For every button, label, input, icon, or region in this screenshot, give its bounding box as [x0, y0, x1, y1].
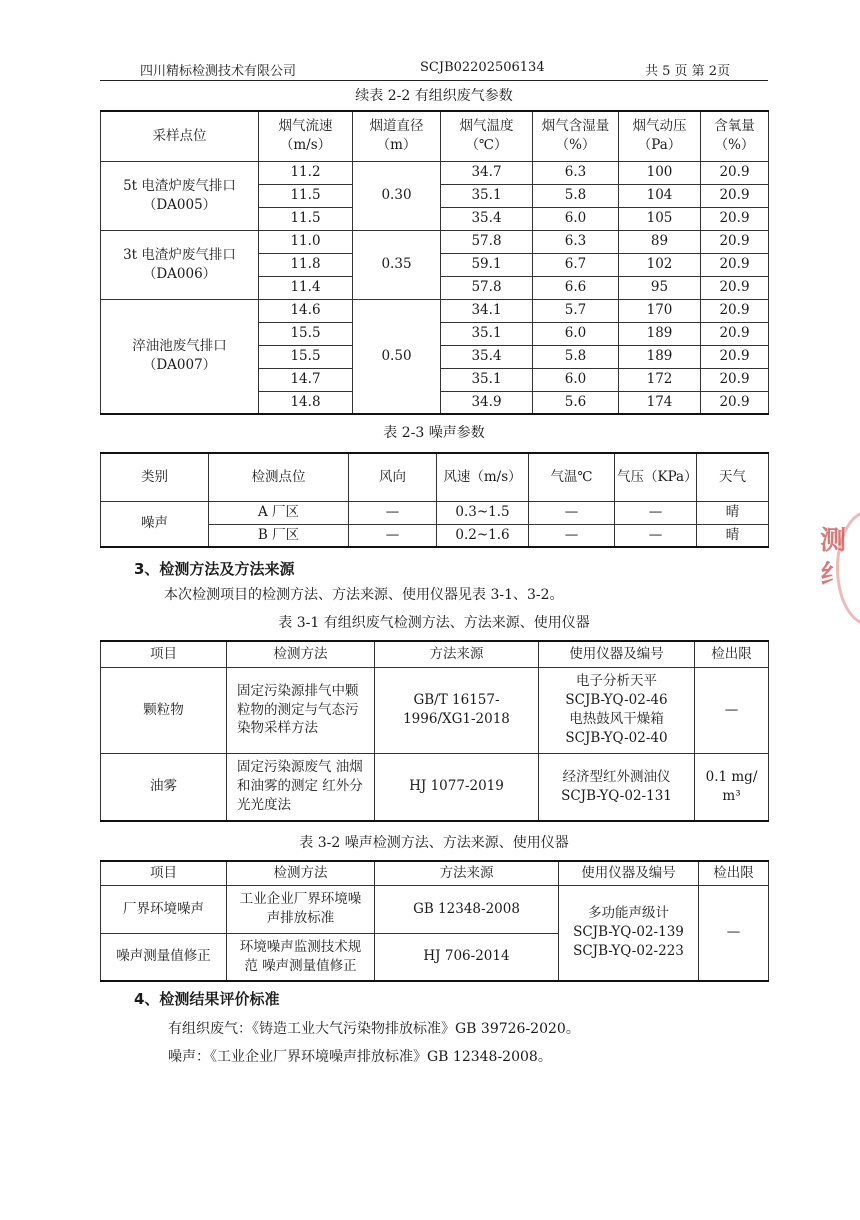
table-cell: 晴 [697, 524, 769, 547]
table-header-row [101, 453, 769, 501]
table-3-1-caption: 表 3-1 有组织废气检测方法、方法来源、使用仪器 [278, 615, 590, 631]
table-row [101, 501, 769, 524]
cell-temperature: 35.1 [441, 184, 533, 207]
instrument-line: SCJB-YQ-02-40 [565, 729, 668, 746]
page-header [100, 60, 768, 81]
cell-temperature: 34.9 [441, 391, 533, 414]
instrument-line: SCJB-YQ-02-46 [565, 692, 668, 709]
source-cell: GB/T 16157-1996/XG1-2018 [375, 667, 539, 753]
column-header: 检测方法 [227, 861, 375, 885]
cell-moisture: 5.8 [533, 184, 619, 207]
cell-oxygen: 20.9 [701, 299, 769, 322]
cell-dynamic-pressure: 189 [619, 322, 701, 345]
table-3-1 [100, 640, 769, 822]
cell-oxygen: 20.9 [701, 161, 769, 184]
cell-dynamic-pressure: 105 [619, 207, 701, 230]
cell-dynamic-pressure: 174 [619, 391, 701, 414]
column-header: 含氧量（%） [701, 111, 769, 161]
column-header: 使用仪器及编号 [539, 641, 695, 667]
cell-flow-velocity: 11.8 [259, 253, 353, 276]
cell-temperature: 35.1 [441, 322, 533, 345]
detection-limit-cell: — [695, 667, 769, 753]
page-info: 共 5 页 第 2页 [645, 64, 731, 79]
table-cell: 0.2~1.6 [437, 524, 529, 547]
column-header: 烟道直径（m） [353, 111, 441, 161]
cell-moisture: 6.0 [533, 322, 619, 345]
column-header: 风向 [349, 453, 437, 501]
column-header: 检测点位 [209, 453, 349, 501]
cell-moisture: 5.7 [533, 299, 619, 322]
cell-dynamic-pressure: 189 [619, 345, 701, 368]
table-header-row [101, 641, 769, 667]
cell-flow-velocity: 11.2 [259, 161, 353, 184]
seal-stamp: 测 纟 [820, 526, 847, 590]
table-row [101, 299, 769, 322]
cell-flow-velocity: 11.5 [259, 207, 353, 230]
cell-flow-velocity: 11.0 [259, 230, 353, 253]
cell-moisture: 5.8 [533, 345, 619, 368]
item-cell: 噪声测量值修正 [101, 933, 227, 981]
cell-oxygen: 20.9 [701, 391, 769, 414]
cell-moisture: 6.0 [533, 368, 619, 391]
table-row [101, 161, 769, 184]
table-cell: A 厂区 [209, 501, 349, 524]
method-cell: 固定污染源废气 油烟和油雾的测定 红外分光光度法 [227, 753, 375, 821]
section-3-title: 3、检测方法及方法来源 [134, 560, 295, 578]
table-cell: B 厂区 [209, 524, 349, 547]
column-header: 方法来源 [375, 861, 559, 885]
table-3-2-caption: 表 3-2 噪声检测方法、方法来源、使用仪器 [299, 835, 569, 851]
cell-flow-velocity: 14.6 [259, 299, 353, 322]
report-number: SCJB02202506134 [420, 60, 545, 75]
table-header-row [101, 861, 769, 885]
cell-dynamic-pressure: 102 [619, 253, 701, 276]
noise-category: 噪声 [101, 501, 209, 547]
item-cell: 颗粒物 [101, 667, 227, 753]
column-header: 烟气动压（Pa） [619, 111, 701, 161]
detection-limit-cell: 0.1 mg/ m³ [695, 753, 769, 821]
cell-diameter: 0.35 [353, 230, 441, 299]
cell-oxygen: 20.9 [701, 253, 769, 276]
table-row [101, 753, 769, 821]
cell-temperature: 57.8 [441, 276, 533, 299]
table-row [101, 885, 769, 933]
instrument-line: 电子分析天平 [576, 673, 657, 690]
table-row [101, 230, 769, 253]
cell-temperature: 59.1 [441, 253, 533, 276]
table-cell: 晴 [697, 501, 769, 524]
column-header: 风速（m/s） [437, 453, 529, 501]
cell-dynamic-pressure: 104 [619, 184, 701, 207]
instrument-line: 电热鼓风干燥箱 [569, 711, 664, 727]
instrument-line: 经济型红外测油仪 [562, 768, 671, 785]
cell-moisture: 6.3 [533, 161, 619, 184]
column-header: 检出限 [699, 861, 769, 885]
cell-temperature: 34.7 [441, 161, 533, 184]
cell-dynamic-pressure: 95 [619, 276, 701, 299]
instrument-line: SCJB-YQ-02-131 [561, 787, 672, 804]
cell-moisture: 6.3 [533, 230, 619, 253]
instrument-line: SCJB-YQ-02-223 [573, 943, 684, 960]
cell-dynamic-pressure: 100 [619, 161, 701, 184]
sampling-point: 淬油池废气排口（DA007） [101, 299, 259, 414]
source-cell: HJ 706-2014 [375, 933, 559, 981]
cell-moisture: 6.6 [533, 276, 619, 299]
cell-temperature: 34.1 [441, 299, 533, 322]
table-cell: — [529, 524, 615, 547]
table-cell: — [615, 524, 697, 547]
instrument-line: SCJB-YQ-02-139 [573, 924, 684, 941]
standard-line-1: 有组织废气：《铸造工业大气污染物排放标准》GB 39726-2020。 [168, 1021, 580, 1037]
item-cell: 厂界环境噪声 [101, 885, 227, 933]
table-cell: — [529, 501, 615, 524]
column-header: 气温℃ [529, 453, 615, 501]
detection-limit-cell: — [699, 885, 769, 981]
cell-oxygen: 20.9 [701, 230, 769, 253]
cell-flow-velocity: 11.4 [259, 276, 353, 299]
column-header: 检测方法 [227, 641, 375, 667]
table-2-2-caption: 续表 2-2 有组织废气参数 [355, 88, 513, 104]
column-header: 采样点位 [101, 111, 259, 161]
cell-flow-velocity: 14.8 [259, 391, 353, 414]
column-header: 项目 [101, 861, 227, 885]
section-3-text: 本次检测项目的检测方法、方法来源、使用仪器见表 3-1、3-2。 [164, 587, 564, 603]
cell-temperature: 57.8 [441, 230, 533, 253]
table-2-2 [100, 110, 769, 415]
instrument-line: 多功能声级计 [588, 905, 669, 922]
table-2-3-caption: 表 2-3 噪声参数 [383, 425, 485, 441]
cell-oxygen: 20.9 [701, 276, 769, 299]
cell-diameter: 0.30 [353, 161, 441, 230]
table-row [101, 667, 769, 753]
source-cell: HJ 1077-2019 [375, 753, 539, 821]
cell-moisture: 6.0 [533, 207, 619, 230]
column-header: 天气 [697, 453, 769, 501]
method-cell: 环境噪声监测技术规范 噪声测量值修正 [227, 933, 375, 981]
cell-oxygen: 20.9 [701, 322, 769, 345]
table-2-3 [100, 452, 769, 548]
column-header: 使用仪器及编号 [559, 861, 699, 885]
sampling-point: 3t 电渣炉废气排口（DA006） [101, 230, 259, 299]
column-header: 烟气流速（m/s） [259, 111, 353, 161]
item-cell: 油雾 [101, 753, 227, 821]
cell-oxygen: 20.9 [701, 207, 769, 230]
cell-dynamic-pressure: 172 [619, 368, 701, 391]
section-4-title: 4、检测结果评价标准 [134, 990, 280, 1008]
cell-flow-velocity: 15.5 [259, 322, 353, 345]
cell-flow-velocity: 15.5 [259, 345, 353, 368]
instrument-cell [559, 885, 699, 981]
cell-temperature: 35.1 [441, 368, 533, 391]
instrument-cell [539, 667, 695, 753]
standard-line-2: 噪声：《工业企业厂界环境噪声排放标准》GB 12348-2008。 [168, 1049, 552, 1065]
table-cell: — [349, 501, 437, 524]
column-header: 烟气温度（℃） [441, 111, 533, 161]
cell-dynamic-pressure: 89 [619, 230, 701, 253]
cell-temperature: 35.4 [441, 207, 533, 230]
column-header: 烟气含湿量（%） [533, 111, 619, 161]
cell-flow-velocity: 11.5 [259, 184, 353, 207]
cell-temperature: 35.4 [441, 345, 533, 368]
method-cell: 固定污染源排气中颗粒物的测定与气态污染物采样方法 [227, 667, 375, 753]
column-header: 类别 [101, 453, 209, 501]
company-name: 四川精标检测技术有限公司 [140, 64, 297, 79]
cell-moisture: 5.6 [533, 391, 619, 414]
cell-oxygen: 20.9 [701, 184, 769, 207]
table-3-2 [100, 860, 769, 982]
cell-moisture: 6.7 [533, 253, 619, 276]
cell-diameter: 0.50 [353, 299, 441, 414]
table-cell: 0.3~1.5 [437, 501, 529, 524]
method-cell: 工业企业厂界环境噪声排放标准 [227, 885, 375, 933]
cell-flow-velocity: 14.7 [259, 368, 353, 391]
cell-dynamic-pressure: 170 [619, 299, 701, 322]
cell-oxygen: 20.9 [701, 368, 769, 391]
column-header: 项目 [101, 641, 227, 667]
cell-oxygen: 20.9 [701, 345, 769, 368]
column-header: 方法来源 [375, 641, 539, 667]
table-cell: — [349, 524, 437, 547]
column-header: 气压（KPa） [615, 453, 697, 501]
sampling-point: 5t 电渣炉废气排口（DA005） [101, 161, 259, 230]
column-header: 检出限 [695, 641, 769, 667]
table-cell: — [615, 501, 697, 524]
instrument-cell [539, 753, 695, 821]
table-header-row [101, 111, 769, 161]
source-cell: GB 12348-2008 [375, 885, 559, 933]
